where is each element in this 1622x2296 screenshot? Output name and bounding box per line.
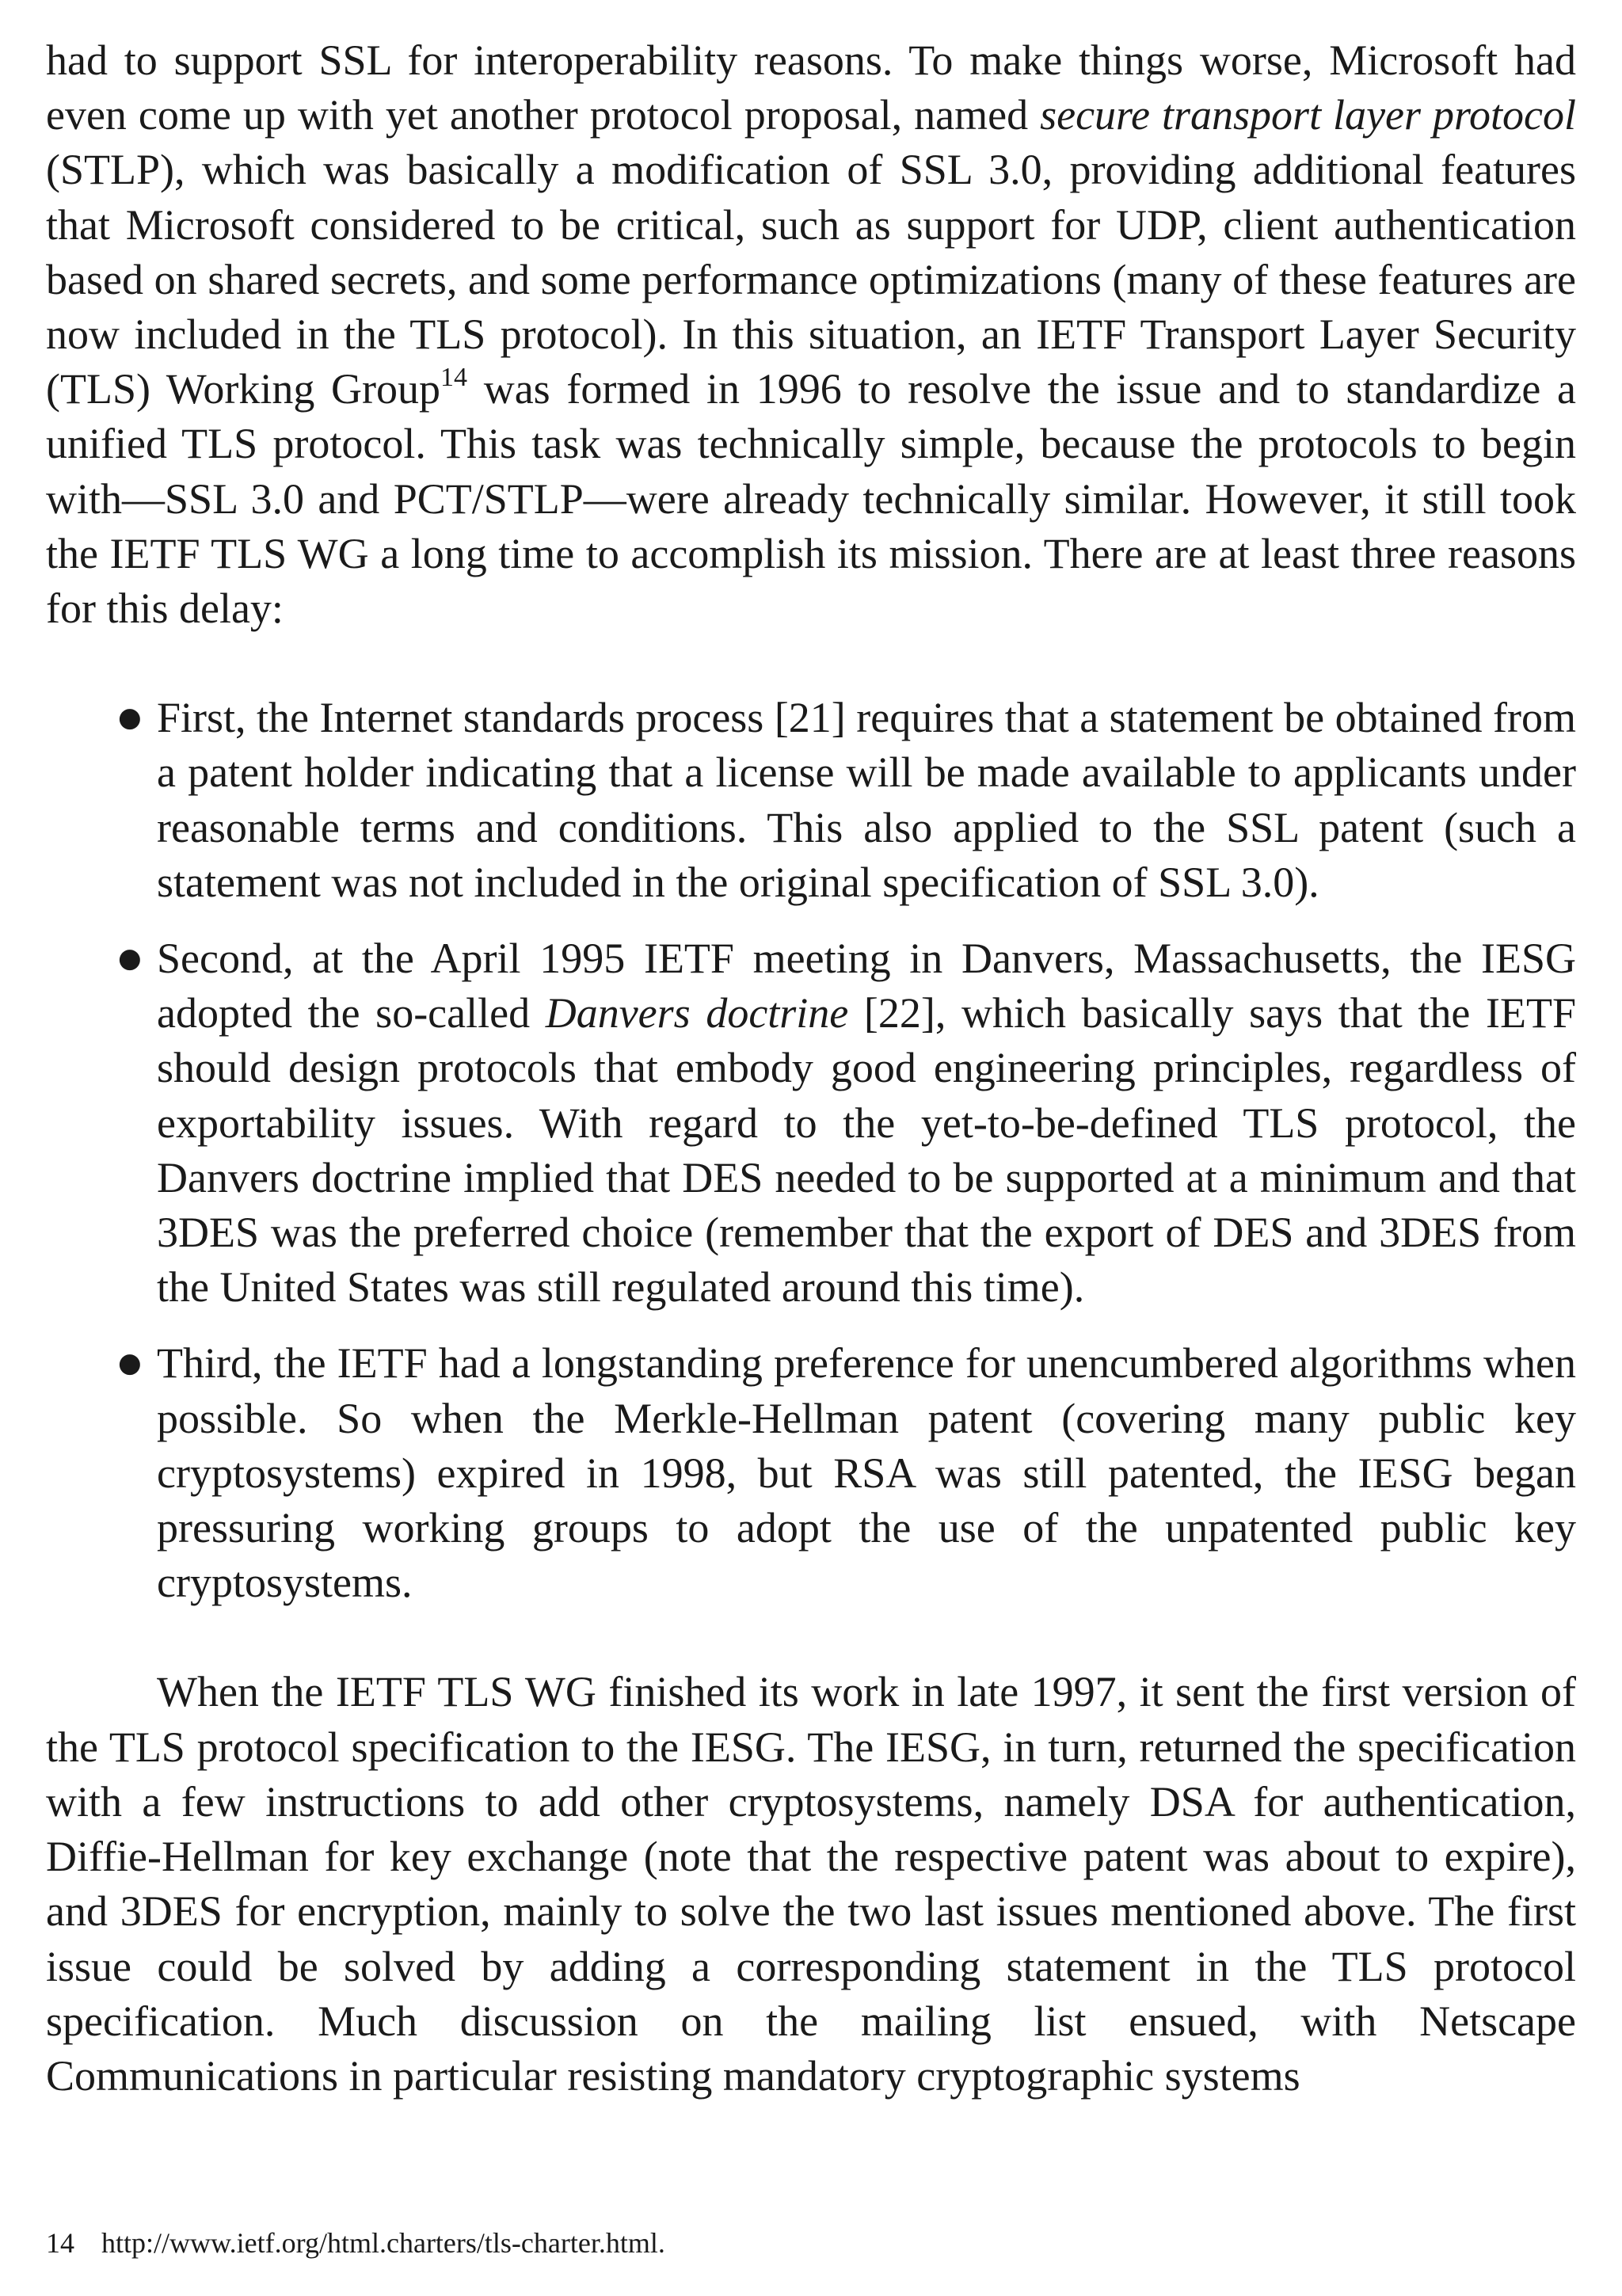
paragraph-intro (46, 33, 1576, 636)
delay-reasons-list (46, 691, 1576, 1610)
list-item-text: First, the Internet standards process [21] requires that a statement be obtained from a patent holder indicating that a license will be made available to applicants under reasonable terms and conditions. This also applied to the SSL patent (such a statement was not included in the original specification of SSL 3.0). (157, 694, 1576, 906)
term-secure-transport-layer-protocol: secure transport layer protocol (1040, 91, 1576, 139)
paragraph-intro-text-2: (STLP), which was basically a modification of SSL 3.0, providing additional features that Microsoft considered to be critical, such as support for UDP, client authentication based on shared secrets, and some performance optimizations (many of these features are now included in the TLS protocol). In this situation, an IETF Transport Layer Security (TLS) Working Group (46, 146, 1576, 413)
paragraph-intro-text-1: had to support SSL for interoperability reasons. To make things worse, Microsoft had even come up with yet another protocol proposal, named (46, 36, 1576, 139)
page-body (46, 33, 1576, 2104)
list-item-text: Third, the IETF had a longstanding preference for unencumbered algorithms when possible. So when the Merkle-Hellman patent (covering many public key cryptosystems) expired in 1998, but RSA was still patented, the IESG began pressuring working groups to adopt the use of the unpatented public key cryptosystems. (157, 1339, 1576, 1607)
bullet-icon: ● (118, 1347, 142, 1380)
bullet-icon: ● (118, 702, 142, 734)
list-item-danvers-doctrine (46, 931, 1576, 1315)
list-item-unencumbered-algorithms (46, 1336, 1576, 1610)
footnote (46, 2226, 665, 2260)
list-item-patent-statement (46, 691, 1576, 910)
term-danvers-doctrine: Danvers doctrine (545, 989, 849, 1038)
bullet-icon: ● (118, 942, 142, 975)
footnote-url[interactable]: http://www.ietf.org/html.charters/tls-charter.html. (101, 2227, 665, 2259)
footnote-ref-14[interactable]: 14 (440, 363, 467, 393)
list-item-text-2: [22], which basically says that the IETF should design protocols that embody good engineering principles, regardless of exportability issues. With regard to the yet-to-be-defined TLS protocol, the Danvers doctrine implied that DES needed to be supported at a minimum and that 3DES was the preferred choice (remember that the export of DES and 3DES from the United States was still regulated around this time). (157, 989, 1576, 1312)
footnote-number: 14 (46, 2227, 74, 2259)
paragraph-tls-wg-finish: When the IETF TLS WG finished its work in late 1997, it sent the first version of the TLS protocol specification to the IESG. The IESG, in turn, returned the specification with a few instructions to add other cryptosystems, namely DSA for authentication, Diffie-Hellman for key exchange (note that the respective patent was about to expire), and 3DES for encryption, mainly to solve the two last issues mentioned above. The first issue could be solved by adding a corresponding statement in the TLS protocol specification. Much discussion on the mailing list ensued, with Netscape Communications in particular resisting mandatory cryptographic systems (46, 1668, 1576, 2100)
paragraph-intro-text-3: was formed in 1996 to resolve the issue and to standardize a unified TLS protocol. This task was technically simple, because the protocols to begin with—SSL 3.0 and PCT/STLP—were already technically similar. However, it still took the IETF TLS WG a long time to accomplish its mission. There are at least three reasons for this delay: (46, 365, 1576, 633)
list-item-text-1: Second, at the April 1995 IETF meeting in Danvers, Massachusetts, the IESG adopted the so-called (157, 935, 1576, 1038)
